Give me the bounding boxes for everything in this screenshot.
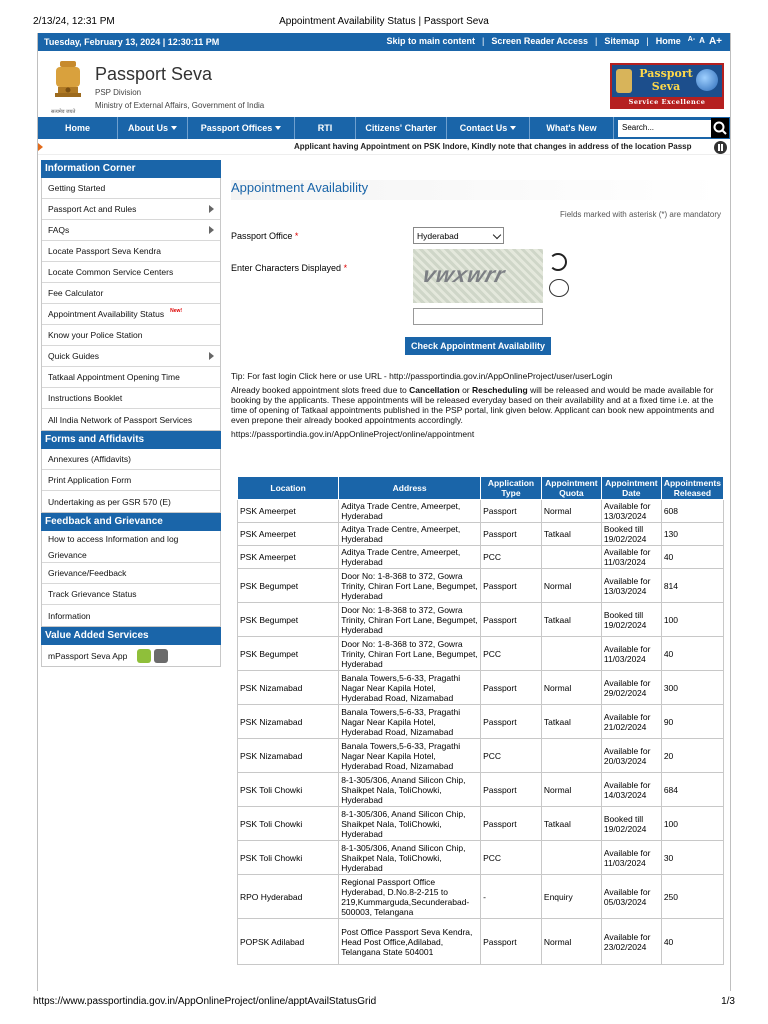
appointment-link[interactable]: https://passportindia.gov.in/AppOnlineProject/online/appointment bbox=[231, 429, 475, 439]
cell-date: Booked till 19/02/2024 bbox=[601, 523, 661, 546]
nav-citizens-charter[interactable]: Citizens' Charter bbox=[356, 117, 447, 139]
cell-location: PSK Ameerpet bbox=[238, 523, 339, 546]
cell-application-type: Passport bbox=[481, 919, 542, 965]
cell-location: PSK Begumpet bbox=[238, 569, 339, 603]
font-normal-button[interactable]: A bbox=[699, 36, 705, 45]
ticker-arrow-icon bbox=[38, 143, 43, 151]
sidebar-item-locate-csc[interactable]: Locate Common Service Centers bbox=[42, 262, 220, 283]
col-appointment-quota: Appointment Quota bbox=[541, 477, 601, 500]
cell-application-type: PCC bbox=[481, 546, 542, 569]
cell-address: Post Office Passport Seva Kendra, Head Post Office,Adilabad, Telangana State 504001 bbox=[339, 919, 481, 965]
cell-application-type: Passport bbox=[481, 569, 542, 603]
sidebar-item-access-info[interactable]: How to access Information and log Grievance bbox=[42, 531, 220, 563]
captcha-label: Enter Characters Displayed * bbox=[231, 263, 348, 273]
sidebar-item-undertaking[interactable]: Undertaking as per GSR 570 (E) bbox=[48, 496, 171, 507]
sidebar-item-locate-psk[interactable]: Locate Passport Seva Kendra bbox=[42, 241, 220, 262]
division-name: PSP Division bbox=[95, 88, 142, 97]
sidebar-item-appointment-status[interactable]: Appointment Availability Status New! bbox=[42, 304, 220, 325]
table-row bbox=[238, 919, 724, 965]
cell-location: PSK Begumpet bbox=[238, 603, 339, 637]
mandatory-note: Fields marked with asterisk (*) are mandatory bbox=[560, 210, 721, 219]
cell-date: Available for 20/03/2024 bbox=[601, 739, 661, 773]
cell-released: 684 bbox=[661, 773, 723, 807]
col-location: Location bbox=[238, 477, 339, 500]
cell-address: Banala Towers,5-6-33, Pragathi Nagar Near Kapila Hotel, Hyderabad Road, Nizamabad bbox=[339, 671, 481, 705]
col-appointment-date: Appointment Date bbox=[601, 477, 661, 500]
cell-application-type: Passport bbox=[481, 523, 542, 546]
cell-application-type: PCC bbox=[481, 841, 542, 875]
cell-quota bbox=[541, 841, 601, 875]
chevron-down-icon bbox=[510, 126, 516, 130]
check-availability-button[interactable]: Check Appointment Availability bbox=[405, 337, 551, 355]
cell-quota: Normal bbox=[541, 500, 601, 523]
sidebar-item-faqs[interactable]: FAQs bbox=[42, 220, 220, 241]
cell-quota: Normal bbox=[541, 773, 601, 807]
table-row bbox=[238, 705, 724, 739]
cell-quota: Tatkaal bbox=[541, 523, 601, 546]
cell-date: Available for 14/03/2024 bbox=[601, 773, 661, 807]
sidebar-item-instructions-booklet[interactable]: Instructions Booklet bbox=[42, 388, 220, 409]
search-icon bbox=[711, 118, 729, 138]
cell-released: 40 bbox=[661, 546, 723, 569]
chevron-right-icon bbox=[209, 226, 214, 234]
table-row bbox=[238, 603, 724, 637]
brand-header bbox=[38, 51, 730, 117]
captcha-input-row bbox=[231, 307, 721, 337]
forms-heading: Forms and Affidavits bbox=[41, 431, 221, 449]
sidebar-item-information[interactable]: Information bbox=[48, 610, 91, 621]
release-info: Already booked appointment slots freed due to Cancellation or Rescheduling will be released and would be made available for booking by the applicants. These appointments will be released everyday based on their availability and at a fixed time i.e. at the time of opening of Tatkaal appointments published in the PSP portal, link given below. Applicant can book new appointments and even prepone their already booked appointments accordingly. bbox=[231, 385, 715, 425]
cell-released: 100 bbox=[661, 603, 723, 637]
sidebar-item-annexures[interactable]: Annexures (Affidavits) bbox=[42, 449, 220, 470]
sidebar-item-track-grievance[interactable]: Track Grievance Status bbox=[42, 584, 220, 605]
passport-seva-logo bbox=[610, 63, 724, 109]
android-icon[interactable] bbox=[137, 649, 151, 663]
print-page-title: Appointment Availability Status | Passport Seva bbox=[279, 16, 489, 27]
main-nav bbox=[38, 117, 730, 139]
cell-location: RPO Hyderabad bbox=[238, 875, 339, 919]
cell-released: 608 bbox=[661, 500, 723, 523]
sidebar bbox=[41, 160, 221, 667]
availability-table bbox=[237, 476, 724, 965]
cell-date: Available for 05/03/2024 bbox=[601, 875, 661, 919]
cell-released: 250 bbox=[661, 875, 723, 919]
logo-emblem-icon bbox=[616, 69, 632, 93]
emblem-motto: सत्यमेव जयते bbox=[51, 109, 76, 115]
cell-address: Door No: 1-8-368 to 372, Gowra Trinity, Chiran Fort Lane, Begumpet, Hyderabad bbox=[339, 637, 481, 671]
print-page-number: 1/3 bbox=[721, 996, 735, 1007]
cell-date: Available for 11/03/2024 bbox=[601, 637, 661, 671]
captcha-row bbox=[231, 249, 721, 307]
captcha-image: vwxwrr bbox=[413, 249, 543, 303]
top-bar: Tuesday, February 13, 2024 | 12:30:11 PM Skip to main content | Screen Reader Access | Sitemap | Home A- A A+ bbox=[38, 33, 730, 51]
cell-released: 20 bbox=[661, 739, 723, 773]
sidebar-item-all-india-network[interactable]: All India Network of Passport Services bbox=[48, 414, 193, 425]
skip-to-main-link[interactable]: Skip to main content bbox=[386, 36, 475, 46]
cell-location: PSK Toli Chowki bbox=[238, 841, 339, 875]
cell-address: 8-1-305/306, Anand Silicon Chip, Shaikpet Nala, ToliChowki, Hyderabad bbox=[339, 841, 481, 875]
sidebar-item-passport-act[interactable]: Passport Act and Rules bbox=[42, 199, 220, 220]
screen-reader-link[interactable]: Screen Reader Access bbox=[491, 36, 589, 46]
table-row bbox=[238, 569, 724, 603]
table-row bbox=[238, 546, 724, 569]
chevron-right-icon bbox=[209, 205, 214, 213]
new-badge: New! bbox=[170, 308, 183, 314]
cell-address: Aditya Trade Centre, Ameerpet, Hyderabad bbox=[339, 500, 481, 523]
cell-quota: Tatkaal bbox=[541, 603, 601, 637]
cell-location: PSK Begumpet bbox=[238, 637, 339, 671]
cell-date: Booked till 19/02/2024 bbox=[601, 807, 661, 841]
globe-icon bbox=[696, 69, 718, 91]
cell-date: Available for 29/02/2024 bbox=[601, 671, 661, 705]
cell-quota bbox=[541, 637, 601, 671]
national-emblem-icon bbox=[50, 59, 86, 109]
cell-application-type: PCC bbox=[481, 637, 542, 671]
cell-application-type: PCC bbox=[481, 739, 542, 773]
cell-location: PSK Nizamabad bbox=[238, 705, 339, 739]
cell-quota: Tatkaal bbox=[541, 807, 601, 841]
table-row bbox=[238, 739, 724, 773]
site-title[interactable]: Passport Seva bbox=[95, 64, 213, 84]
nav-about-us[interactable]: About Us bbox=[118, 117, 188, 139]
sidebar-item-getting-started[interactable]: Getting Started bbox=[42, 178, 220, 199]
value-added-heading: Value Added Services bbox=[41, 627, 221, 645]
information-corner-heading: Information Corner bbox=[41, 160, 221, 178]
cell-application-type: Passport bbox=[481, 671, 542, 705]
nav-passport-offices[interactable]: Passport Offices bbox=[188, 117, 295, 139]
ticker-text[interactable]: Applicant having Appointment on PSK Indore, Kindly note that changes in address of the location Passp bbox=[294, 142, 692, 151]
nav-rti[interactable]: RTI bbox=[295, 117, 356, 139]
audio-icon[interactable] bbox=[549, 279, 569, 297]
sidebar-item-print-form[interactable]: Print Application Form bbox=[42, 470, 220, 491]
cell-location: PSK Toli Chowki bbox=[238, 773, 339, 807]
cell-address: Regional Passport Office Hyderabad, D.No.8-2-215 to 219,Kummarguda,Secunderabad-500003, Telangana bbox=[339, 875, 481, 919]
cell-application-type: Passport bbox=[481, 807, 542, 841]
cell-location: PSK Toli Chowki bbox=[238, 807, 339, 841]
cell-date: Available for 23/02/2024 bbox=[601, 919, 661, 965]
main-content bbox=[231, 180, 721, 439]
cell-date: Available for 13/03/2024 bbox=[601, 500, 661, 523]
cell-location: POPSK Adilabad bbox=[238, 919, 339, 965]
chevron-right-icon bbox=[209, 352, 214, 360]
cell-released: 30 bbox=[661, 841, 723, 875]
cell-address: Door No: 1-8-368 to 372, Gowra Trinity, Chiran Fort Lane, Begumpet, Hyderabad bbox=[339, 603, 481, 637]
news-ticker bbox=[38, 139, 730, 155]
nav-whats-new[interactable]: What's New bbox=[530, 117, 614, 139]
cell-quota: Normal bbox=[541, 569, 601, 603]
search-button[interactable] bbox=[711, 118, 729, 138]
sidebar-item-tatkaal-time[interactable]: Tatkaal Appointment Opening Time bbox=[42, 367, 220, 388]
button-row bbox=[231, 337, 721, 371]
current-date: Tuesday, February 13, 2024 | 12:30:11 PM bbox=[44, 37, 220, 47]
table-row bbox=[238, 523, 724, 546]
sidebar-item-grievance-feedback[interactable]: Grievance/Feedback bbox=[42, 563, 220, 584]
apple-icon[interactable] bbox=[154, 649, 168, 663]
passport-office-select[interactable]: Hyderabad bbox=[413, 227, 504, 244]
table-row bbox=[238, 841, 724, 875]
office-row bbox=[231, 227, 721, 249]
refresh-icon[interactable] bbox=[549, 253, 567, 271]
cell-address: Banala Towers,5-6-33, Pragathi Nagar Near Kapila Hotel, Hyderabad Road, Nizamabad bbox=[339, 705, 481, 739]
cell-application-type: Passport bbox=[481, 773, 542, 807]
feedback-heading: Feedback and Grievance bbox=[41, 513, 221, 531]
page-title: Appointment Availability bbox=[231, 180, 721, 200]
cell-location: PSK Nizamabad bbox=[238, 671, 339, 705]
nav-contact-us[interactable]: Contact Us bbox=[447, 117, 530, 139]
sidebar-item-mpassport-app[interactable]: mPassport Seva App bbox=[42, 645, 220, 666]
cell-quota: Tatkaal bbox=[541, 705, 601, 739]
cell-address: Aditya Trade Centre, Ameerpet, Hyderabad bbox=[339, 523, 481, 546]
cell-released: 100 bbox=[661, 807, 723, 841]
print-url: https://www.passportindia.gov.in/AppOnlineProject/online/apptAvailStatusGrid bbox=[33, 996, 377, 1007]
cell-date: Available for 11/03/2024 bbox=[601, 546, 661, 569]
login-tip[interactable]: Tip: For fast login Click here or use URL - http://passportindia.gov.in/AppOnlineProject/user/userLogin bbox=[231, 371, 613, 381]
nav-home[interactable]: Home bbox=[38, 117, 118, 139]
sidebar-item-quick-guides[interactable]: Quick Guides bbox=[42, 346, 220, 367]
cell-address: Banala Towers,5-6-33, Pragathi Nagar Near Kapila Hotel, Hyderabad Road, Nizamabad bbox=[339, 739, 481, 773]
cell-location: PSK Ameerpet bbox=[238, 500, 339, 523]
cell-quota: Normal bbox=[541, 671, 601, 705]
chevron-down-icon bbox=[275, 126, 281, 130]
sidebar-item-fee-calculator[interactable]: Fee Calculator bbox=[42, 283, 220, 304]
table-row bbox=[238, 637, 724, 671]
cell-released: 40 bbox=[661, 919, 723, 965]
pause-icon[interactable] bbox=[714, 141, 727, 154]
logo-tagline: Service Excellence bbox=[612, 97, 722, 107]
cell-application-type: Passport bbox=[481, 705, 542, 739]
cell-date: Available for 21/02/2024 bbox=[601, 705, 661, 739]
cell-address: Door No: 1-8-368 to 372, Gowra Trinity, Chiran Fort Lane, Begumpet, Hyderabad bbox=[339, 569, 481, 603]
table-row bbox=[238, 500, 724, 523]
cell-date: Available for 11/03/2024 bbox=[601, 841, 661, 875]
cell-quota: Normal bbox=[541, 919, 601, 965]
table-row bbox=[238, 671, 724, 705]
cell-released: 300 bbox=[661, 671, 723, 705]
font-decrease-button[interactable]: A- bbox=[687, 36, 696, 43]
cell-address: 8-1-305/306, Anand Silicon Chip, Shaikpet Nala, ToliChowki, Hyderabad bbox=[339, 807, 481, 841]
cell-application-type: Passport bbox=[481, 603, 542, 637]
cell-released: 814 bbox=[661, 569, 723, 603]
col-address: Address bbox=[339, 477, 481, 500]
cell-application-type: Passport bbox=[481, 500, 542, 523]
cell-quota bbox=[541, 546, 601, 569]
ministry-name: Ministry of External Affairs, Government of India bbox=[95, 101, 265, 110]
table-row bbox=[238, 875, 724, 919]
sidebar-item-police-station[interactable]: Know your Police Station bbox=[42, 325, 220, 346]
table-row bbox=[238, 807, 724, 841]
chevron-down-icon bbox=[493, 231, 501, 239]
cell-quota bbox=[541, 739, 601, 773]
cell-address: Aditya Trade Centre, Ameerpet, Hyderabad bbox=[339, 546, 481, 569]
home-link[interactable]: Home bbox=[655, 36, 681, 46]
sitemap-link[interactable]: Sitemap bbox=[604, 36, 640, 46]
logo-text-2: Seva bbox=[651, 80, 681, 93]
cell-released: 90 bbox=[661, 705, 723, 739]
col-application-type: Application Type bbox=[481, 477, 542, 500]
print-datetime: 2/13/24, 12:31 PM bbox=[33, 16, 115, 27]
font-increase-button[interactable]: A+ bbox=[708, 36, 722, 47]
cell-location: PSK Nizamabad bbox=[238, 739, 339, 773]
cell-address: 8-1-305/306, Anand Silicon Chip, Shaikpet Nala, ToliChowki, Hyderabad bbox=[339, 773, 481, 807]
cell-application-type: - bbox=[481, 875, 542, 919]
cell-released: 130 bbox=[661, 523, 723, 546]
logo-text-1: Passport bbox=[639, 67, 693, 80]
search-input[interactable]: Search... bbox=[618, 120, 711, 137]
cell-released: 40 bbox=[661, 637, 723, 671]
cell-date: Available for 13/03/2024 bbox=[601, 569, 661, 603]
office-label: Passport Office * bbox=[231, 231, 299, 241]
print-header bbox=[33, 16, 735, 28]
cell-quota: Enquiry bbox=[541, 875, 601, 919]
cell-location: PSK Ameerpet bbox=[238, 546, 339, 569]
cell-date: Booked till 19/02/2024 bbox=[601, 603, 661, 637]
captcha-input[interactable] bbox=[413, 308, 543, 325]
chevron-down-icon bbox=[171, 126, 177, 130]
col-appointments-released: Appointments Released bbox=[661, 477, 723, 500]
table-row bbox=[238, 773, 724, 807]
